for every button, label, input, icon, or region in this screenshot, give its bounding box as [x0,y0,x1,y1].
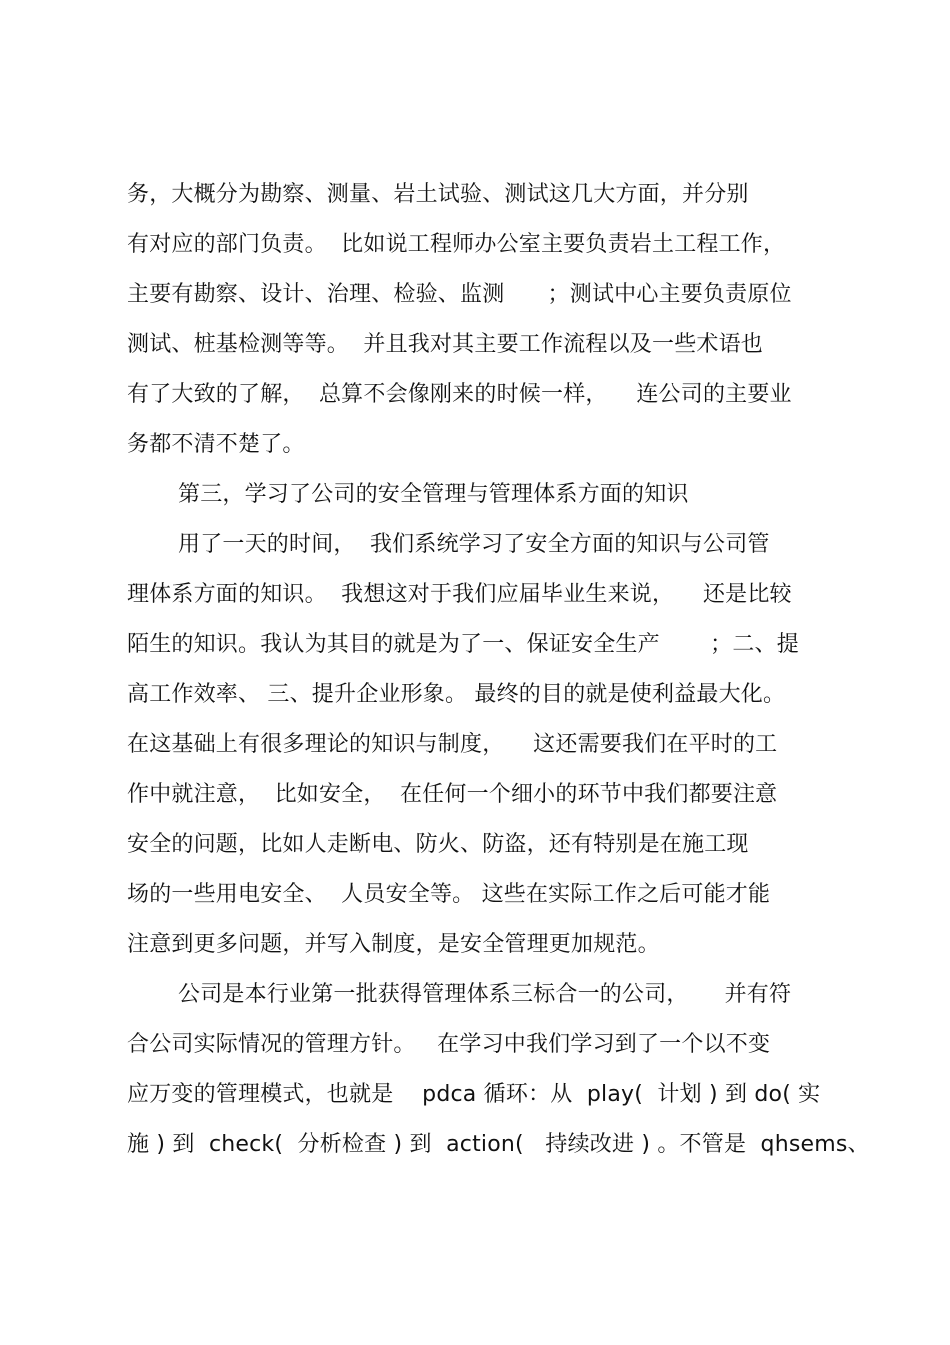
paragraph-line: 在这基础上有很多理论的知识与制度， 这还需要我们在平时的工 [127,732,778,757]
paragraph-line: 公司是本行业第一批获得管理体系三标合一的公司， 并有符 [178,982,792,1007]
paragraph-line: 有了大致的了解， 总算不会像刚来的时候一样， 连公司的主要业 [127,382,792,407]
paragraph-line: 应万变的管理模式，也就是 pdca 循环：从 play( 计划 ) 到 do( 实 [127,1082,821,1107]
paragraph-line: 作中就注意， 比如安全， 在任何一个细小的环节中我们都要注意 [127,782,778,807]
paragraph-line: 注意到更多问题，并写入制度，是安全管理更加规范。 [127,932,660,957]
paragraph-line: 场的一些用电安全、 人员安全等。 这些在实际工作之后可能才能 [127,882,771,907]
paragraph-line: 用了一天的时间， 我们系统学习了安全方面的知识与公司管 [178,532,770,557]
paragraph-line: 主要有勘察、设计、治理、检验、监测 ；测试中心主要负责原位 [127,282,792,307]
paragraph-line: 有对应的部门负责。 比如说工程师办公室主要负责岩土工程工作， [127,232,786,257]
paragraph-line: 测试、桩基检测等等。 并且我对其主要工作流程以及一些术语也 [127,332,763,357]
paragraph-line: 合公司实际情况的管理方针。 在学习中我们学习到了一个以不变 [127,1032,771,1057]
paragraph-line: 务，大概分为勘察、测量、岩土试验、测试这几大方面，并分别 [127,182,749,207]
paragraph-line: 理体系方面的知识。 我想这对于我们应届毕业生来说， 还是比较 [127,582,792,607]
paragraph-line: 陌生的知识。我认为其目的就是为了一、保证安全生产 ；二、提 [127,632,799,657]
paragraph-line: 务都不清不楚了。 [127,432,305,457]
paragraph-line: 施 ) 到 check( 分析检查 ) 到 action( 持续改进 ) 。不管是 qhsems、 [127,1132,870,1157]
paragraph-line: 安全的问题，比如人走断电、防火、防盗，还有特别是在施工现 [127,832,749,857]
section-heading: 第三，学习了公司的安全管理与管理体系方面的知识 [178,482,689,507]
paragraph-line: 高工作效率、 三、提升企业形象。 最终的目的就是使利益最大化。 [127,682,786,707]
